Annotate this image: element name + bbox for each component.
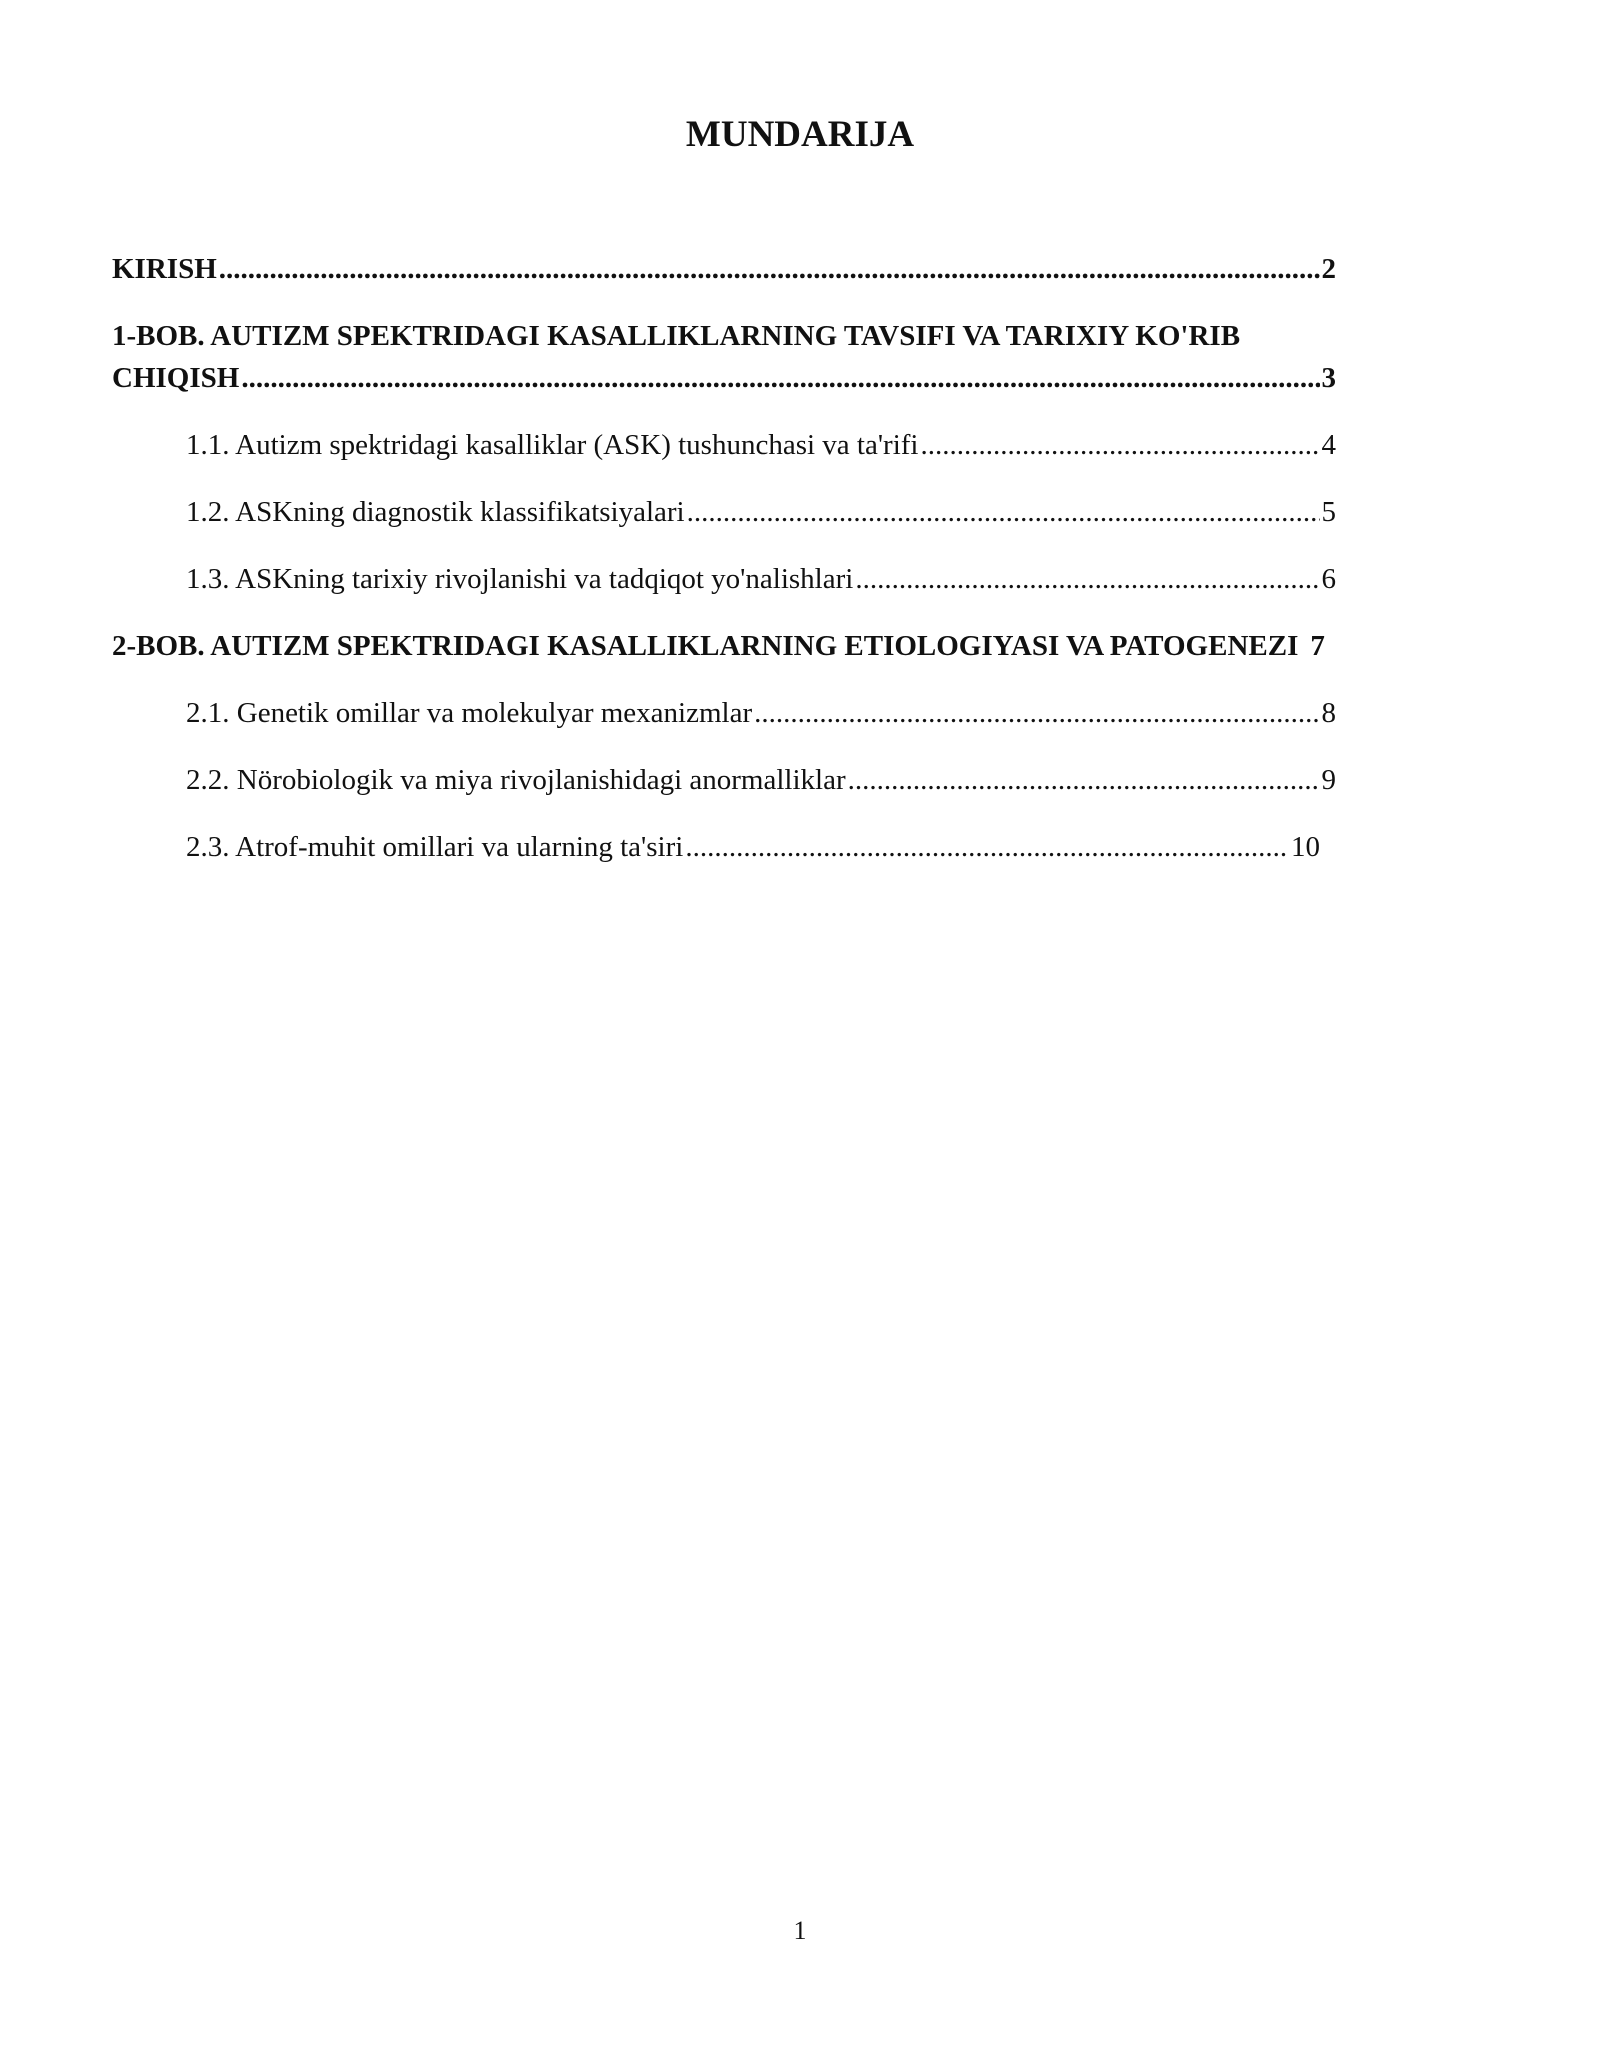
toc-page-number: 9 [1321, 764, 1336, 796]
toc-entry-label: 2.2. Nörobiologik va miya rivojlanishidagi anormalliklar [186, 764, 846, 796]
toc-entry-kirish[interactable] [112, 248, 1336, 290]
dot-leader [848, 759, 1320, 801]
toc-page-number: 6 [1321, 563, 1336, 595]
dot-leader [855, 558, 1319, 600]
toc-entry-1-1[interactable] [186, 424, 1336, 466]
toc-entry-2-1[interactable] [186, 692, 1336, 734]
toc-entry-label: 2.3. Atrof-muhit omillari va ularning ta'siri [186, 831, 684, 863]
dot-leader [241, 357, 1319, 399]
toc-entry-label: 1.2. ASKning diagnostik klassifikatsiyalari [186, 496, 685, 528]
toc-entry-1-3[interactable] [186, 558, 1336, 600]
toc-entry-label: KIRISH [112, 253, 217, 285]
toc-entry-2-2[interactable] [186, 759, 1336, 801]
toc-entry-bob1[interactable] [112, 315, 1336, 399]
dot-leader [921, 424, 1320, 466]
toc-entry-label: 1.1. Autizm spektridagi kasalliklar (ASK) tushunchasi va ta'rifi [186, 429, 919, 461]
toc-page-number: 4 [1321, 429, 1336, 461]
toc-page-number: 5 [1321, 496, 1336, 528]
toc-entry-label: 1.3. ASKning tarixiy rivojlanishi va tadqiqot yo'nalishlari [186, 563, 854, 595]
toc-entry-label: 2.1. Genetik omillar va molekulyar mexanizmlar [186, 697, 753, 729]
toc-page-number: 3 [1321, 362, 1336, 394]
toc-entry-label-line2: CHIQISH [112, 362, 240, 394]
toc-page-number: 2 [1321, 253, 1336, 285]
page-title: MUNDARIJA [685, 114, 915, 155]
toc-page-number: 7 [1310, 630, 1325, 662]
toc-entry-1-2[interactable] [186, 491, 1336, 533]
dot-leader [687, 491, 1320, 533]
toc-entry-bob2[interactable] [112, 625, 1336, 667]
table-of-contents [112, 248, 1336, 868]
toc-entry-label-line1: 1-BOB. AUTIZM SPEKTRIDAGI KASALLIKLARNING TAVSIFI VA TARIXIY KO'RIB [112, 320, 1241, 352]
toc-entry-label: 2-BOB. AUTIZM SPEKTRIDAGI KASALLIKLARNING ETIOLOGIYASI VA PATOGENEZI [112, 630, 1299, 662]
toc-page-number: 10 [1291, 831, 1320, 863]
toc-page-number: 8 [1321, 697, 1336, 729]
toc-entry-2-3[interactable] [186, 826, 1320, 868]
dot-leader [219, 248, 1320, 290]
dot-leader [754, 692, 1319, 734]
page-number: 1 [793, 1916, 807, 1945]
dot-leader [685, 826, 1289, 868]
